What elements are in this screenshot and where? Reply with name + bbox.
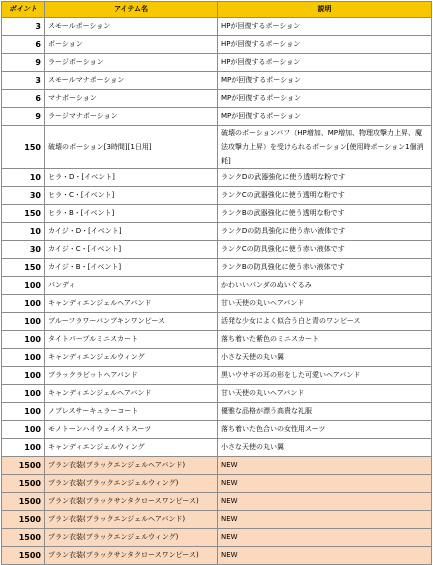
cell-item-name: プラン衣装(ブラックエンジェルヘアバンド)	[45, 511, 218, 529]
cell-item-name: ヒラ・C・[イベント]	[45, 187, 218, 205]
cell-points: 30	[2, 187, 45, 205]
cell-points: 1500	[2, 493, 45, 511]
cell-points: 30	[2, 241, 45, 259]
cell-item-name: プラン衣装(ブラックサンタクロースワンピース)	[45, 493, 218, 511]
table-row	[2, 187, 432, 205]
cell-description: 活発な少女によく似合う白と青のワンピース	[218, 313, 432, 331]
header-row	[2, 2, 432, 18]
header-points: ポイント	[2, 2, 45, 18]
cell-item-name: マナポーション	[45, 90, 218, 108]
cell-item-name: ラージポーション	[45, 54, 218, 72]
table-row	[2, 529, 432, 547]
table-row	[2, 331, 432, 349]
cell-description: 小さな天使の丸い翼	[218, 349, 432, 367]
cell-description: 落ち着いた紫色のミニスカート	[218, 331, 432, 349]
table-row	[2, 277, 432, 295]
cell-points: 150	[2, 205, 45, 223]
cell-description: NEW	[218, 547, 432, 565]
cell-points: 10	[2, 223, 45, 241]
cell-item-name: プラン衣装(ブラックエンジェルウィング)	[45, 475, 218, 493]
cell-item-name: プラン衣装(ブラックエンジェルウィング)	[45, 529, 218, 547]
header-item-name: アイテム名	[45, 2, 218, 18]
cell-points: 100	[2, 313, 45, 331]
table-row	[2, 493, 432, 511]
cell-description: ランクBの武器強化に使う透明な粉です	[218, 205, 432, 223]
cell-points: 1500	[2, 547, 45, 565]
table-row	[2, 126, 432, 169]
cell-item-name: カイジ・D・[イベント]	[45, 223, 218, 241]
cell-points: 100	[2, 277, 45, 295]
cell-points: 100	[2, 349, 45, 367]
cell-description: ランクCの防具強化に使う赤い液体です	[218, 241, 432, 259]
table-row	[2, 241, 432, 259]
cell-points: 10	[2, 169, 45, 187]
cell-item-name: モノトーンハイウェイストスーツ	[45, 421, 218, 439]
cell-points: 100	[2, 331, 45, 349]
cell-points: 3	[2, 72, 45, 90]
table-row	[2, 385, 432, 403]
table-row	[2, 313, 432, 331]
cell-item-name: タイトパープルミニスカート	[45, 331, 218, 349]
table-row	[2, 259, 432, 277]
cell-description: NEW	[218, 511, 432, 529]
cell-points: 100	[2, 421, 45, 439]
cell-points: 9	[2, 108, 45, 126]
cell-description: MPが回復するポーション	[218, 72, 432, 90]
cell-description: ランクBの防具強化に使う赤い液体です	[218, 259, 432, 277]
table-row	[2, 205, 432, 223]
cell-description: HPが回復するポーション	[218, 54, 432, 72]
cell-points: 100	[2, 403, 45, 421]
cell-points: 100	[2, 385, 45, 403]
table-row	[2, 72, 432, 90]
table-row	[2, 439, 432, 457]
header-description: 説明	[218, 2, 432, 18]
cell-item-name: ヒラ・D・[イベント]	[45, 169, 218, 187]
table-row	[2, 169, 432, 187]
table-row	[2, 108, 432, 126]
table-row	[2, 367, 432, 385]
table-row	[2, 90, 432, 108]
cell-description: NEW	[218, 493, 432, 511]
cell-description: 小さな天使の丸い翼	[218, 439, 432, 457]
cell-description: 甘い天使の丸いヘアバンド	[218, 295, 432, 313]
table-row	[2, 475, 432, 493]
cell-points: 1500	[2, 511, 45, 529]
cell-description: 落ち着いた色合いの女性用スーツ	[218, 421, 432, 439]
table-row	[2, 349, 432, 367]
cell-description: ランクCの武器強化に使う透明な粉です	[218, 187, 432, 205]
cell-item-name: プラン衣装(ブラックサンタクロースワンピース)	[45, 547, 218, 565]
cell-description: かわいいパンダのぬいぐるみ	[218, 277, 432, 295]
cell-description: MPが回復するポーション	[218, 108, 432, 126]
cell-description: HPが回復するポーション	[218, 18, 432, 36]
cell-item-name: 破壊のポーション[3時間][1日用]	[45, 126, 218, 169]
table-header	[2, 2, 432, 18]
cell-description: NEW	[218, 457, 432, 475]
cell-points: 150	[2, 126, 45, 169]
cell-points: 3	[2, 18, 45, 36]
cell-description: HPが回復するポーション	[218, 36, 432, 54]
cell-description: ランクDの防具強化に使う赤い液体です	[218, 223, 432, 241]
cell-description: NEW	[218, 529, 432, 547]
cell-item-name: ポーション	[45, 36, 218, 54]
cell-item-name: パンディ	[45, 277, 218, 295]
cell-item-name: ブルーフラワーバンブキンワンピース	[45, 313, 218, 331]
cell-points: 6	[2, 36, 45, 54]
cell-item-name: キャンディエンジェルウィング	[45, 349, 218, 367]
cell-item-name: キャンディエンジェルウィング	[45, 439, 218, 457]
table-row	[2, 421, 432, 439]
item-table	[1, 1, 432, 565]
cell-points: 100	[2, 295, 45, 313]
table-body	[2, 18, 432, 565]
cell-points: 150	[2, 259, 45, 277]
cell-description: NEW	[218, 475, 432, 493]
cell-item-name: カイジ・B・[イベント]	[45, 259, 218, 277]
table-row	[2, 54, 432, 72]
cell-description: 優雅な品格が漂う高貴な礼服	[218, 403, 432, 421]
table-row	[2, 36, 432, 54]
cell-item-name: ヒラ・B・[イベント]	[45, 205, 218, 223]
cell-points: 1500	[2, 475, 45, 493]
table-row	[2, 295, 432, 313]
cell-item-name: ラージマナポーション	[45, 108, 218, 126]
table-row	[2, 457, 432, 475]
table-row	[2, 403, 432, 421]
cell-points: 9	[2, 54, 45, 72]
cell-item-name: ノブレスサーキュラーコート	[45, 403, 218, 421]
cell-item-name: キャンディエンジェルヘアバンド	[45, 295, 218, 313]
table-row	[2, 547, 432, 565]
cell-points: 1500	[2, 529, 45, 547]
cell-description: 甘い天使の丸いヘアバンド	[218, 385, 432, 403]
table-row	[2, 511, 432, 529]
cell-item-name: プラン衣装(ブラックエンジェルヘアバンド)	[45, 457, 218, 475]
cell-points: 6	[2, 90, 45, 108]
cell-description: 黒いウサギの耳の形をした可愛いヘアバンド	[218, 367, 432, 385]
cell-item-name: キャンディエンジェルヘアバンド	[45, 385, 218, 403]
cell-description: MPが回復するポーション	[218, 90, 432, 108]
cell-item-name: ブラックラビットヘアバンド	[45, 367, 218, 385]
table-row	[2, 18, 432, 36]
cell-item-name: カイジ・C・[イベント]	[45, 241, 218, 259]
cell-points: 100	[2, 439, 45, 457]
cell-item-name: スモールマナポーション	[45, 72, 218, 90]
cell-points: 100	[2, 367, 45, 385]
cell-description: 破壊のポーションバフ（HP増加、MP増加、物理攻撃力上昇、魔法攻撃力上昇）を受けられるポーション[使用時ポーション1個消耗]	[218, 126, 432, 169]
cell-item-name: スモールポーション	[45, 18, 218, 36]
cell-description: ランクDの武器強化に使う透明な粉です	[218, 169, 432, 187]
cell-points: 1500	[2, 457, 45, 475]
table-row	[2, 223, 432, 241]
